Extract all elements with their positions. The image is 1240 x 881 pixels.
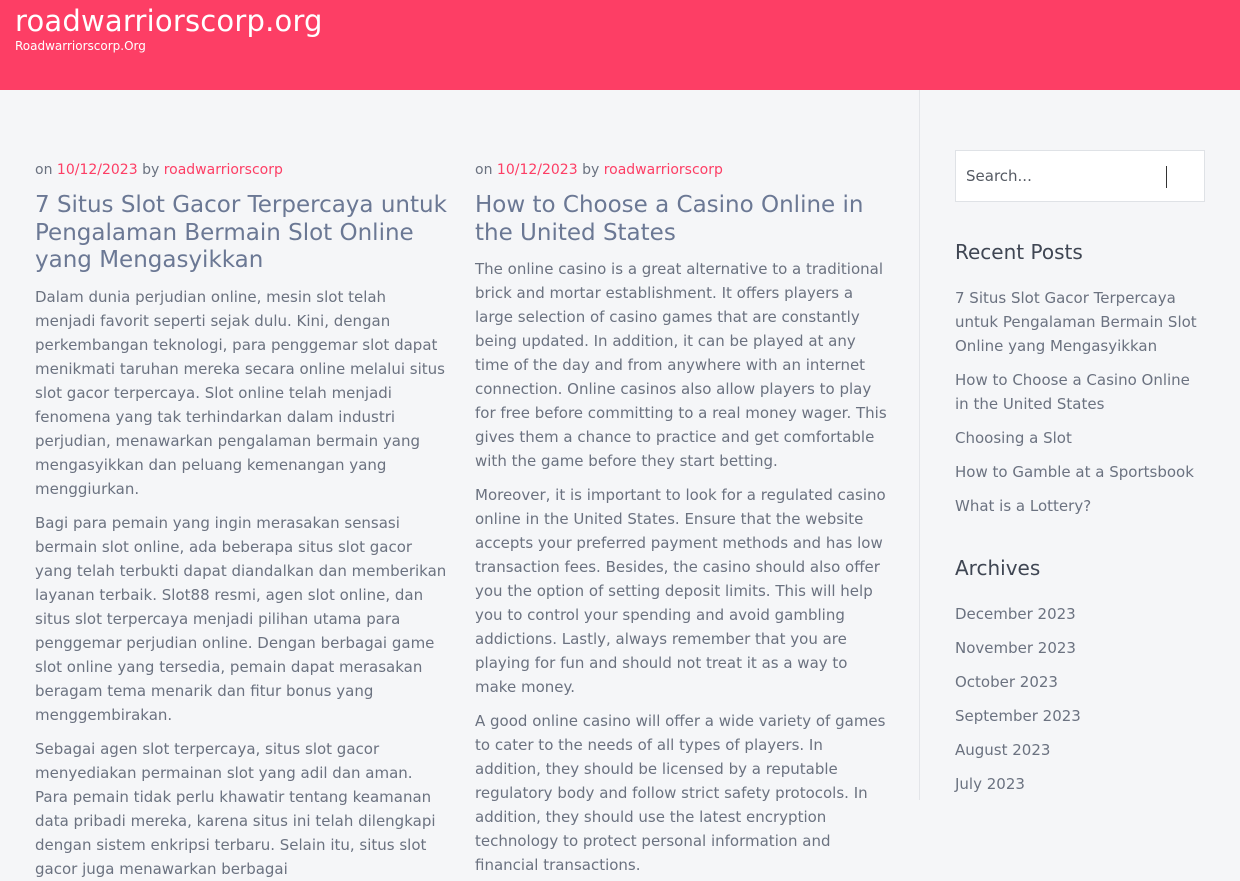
list-item — [955, 494, 1205, 518]
search-form — [955, 150, 1205, 202]
site-header — [0, 0, 1240, 90]
archive-link[interactable]: December 2023 — [955, 605, 1076, 623]
list-item — [955, 670, 1205, 694]
archive-link[interactable]: November 2023 — [955, 639, 1076, 657]
post-meta — [35, 160, 447, 180]
recent-post-link[interactable]: How to Choose a Casino Online in the United States — [955, 371, 1190, 413]
post-paragraph: Sebagai agen slot terpercaya, situs slot gacor menyediakan permainan slot yang adil dan aman. Para pemain tidak perlu khawatir tentang keamanan data pribadi mereka, karena situs ini telah dilengkapi dengan sistem enkripsi terbaru. Selain itu, situs slot gacor juga menawarkan berbagai — [35, 739, 436, 878]
recent-posts-heading: Recent Posts — [955, 240, 1083, 264]
list-item — [955, 426, 1205, 450]
post-meta-by-label: by — [142, 162, 160, 178]
post-author-link[interactable]: roadwarriorscorp — [603, 162, 723, 178]
post-author-link[interactable]: roadwarriorscorp — [163, 162, 283, 178]
list-item — [955, 460, 1205, 484]
site-tagline: Roadwarriorscorp.Org — [15, 39, 146, 53]
post-title[interactable]: How to Choose a Casino Online in the United States — [475, 192, 864, 246]
post-body — [35, 285, 447, 881]
content-sidebar-divider — [919, 90, 920, 800]
search-input[interactable] — [956, 151, 1166, 201]
recent-posts-list — [955, 286, 1205, 528]
list-item — [955, 636, 1205, 660]
archive-link[interactable]: July 2023 — [955, 775, 1025, 793]
post-date-link[interactable]: 10/12/2023 — [496, 162, 578, 178]
post-article — [35, 160, 447, 881]
post-paragraph: Dalam dunia perjudian online, mesin slot telah menjadi favorit seperti sejak dulu. Kini, dengan perkembangan teknologi, para penggemar slot dapat menikmati taruhan mereka secara online melalui situs slot gacor terpercaya. Slot online telah menjadi fenomena yang tak terhindarkan dalam industri perjudian, menawarkan pengalaman bermain yang mengasyikkan dan peluang kemenangan yang menggiurkan. — [35, 287, 445, 498]
list-item — [955, 704, 1205, 728]
recent-post-link[interactable]: What is a Lottery? — [955, 497, 1092, 515]
list-item — [955, 738, 1205, 762]
list-item — [955, 602, 1205, 626]
post-paragraph: The online casino is a great alternative to a traditional brick and mortar establishment. It offers players a large selection of casino games that are constantly being updated. In addition, it can be played at any time of the day and from anywhere with an internet connection. Online casinos also allow players to play for free before committing to a real money wager. This gives them a chance to practice and get comfortable with the game before they start betting. — [475, 260, 887, 470]
post-paragraph: Bagi para pemain yang ingin merasakan sensasi bermain slot online, ada beberapa situs slot gacor yang telah terbukti dapat diandalkan dan memberikan layanan terbaik. Slot88 resmi, agen slot online, dan situs slot terpercaya menjadi pilihan utama para penggemar perjudian online. Dengan berbagai game slot online yang tersedia, pemain dapat merasakan beragam tema menarik dan fitur bonus yang menggembirakan. — [35, 513, 447, 724]
post-meta — [475, 160, 887, 180]
list-item — [955, 772, 1205, 796]
archives-list — [955, 602, 1205, 806]
post-paragraph: A good online casino will offer a wide variety of games to cater to the needs of all types of players. In addition, they should be licensed by a reputable regulatory body and follow strict safety protocols. In addition, they should use the latest encryption technology to protect personal information and financial transactions. — [475, 712, 886, 874]
post-meta-on-label: on — [475, 162, 493, 178]
post-body — [475, 257, 887, 877]
post-date-link[interactable]: 10/12/2023 — [56, 162, 138, 178]
archive-link[interactable]: September 2023 — [955, 707, 1081, 725]
post-title[interactable]: 7 Situs Slot Gacor Terpercaya untuk Pengalaman Bermain Slot Online yang Mengasyikkan — [35, 192, 447, 273]
post-paragraph: Moreover, it is important to look for a regulated casino online in the United States. Ensure that the website accepts your preferred payment methods and has low transaction fees. Besides, the casino should also offer you the option of setting deposit limits. This will help you to control your spending and avoid gambling addictions. Lastly, always remember that you are playing for fun and should not treat it as a way to make money. — [475, 486, 886, 696]
recent-post-link[interactable]: How to Gamble at a Sportsbook — [955, 463, 1194, 481]
site-title-link[interactable]: roadwarriorscorp.org — [15, 4, 323, 38]
post-meta-by-label: by — [582, 162, 600, 178]
text-cursor — [1166, 166, 1167, 188]
search-icon[interactable] — [1168, 151, 1204, 201]
archive-link[interactable]: August 2023 — [955, 741, 1051, 759]
recent-post-link[interactable]: Choosing a Slot — [955, 429, 1072, 447]
post-article — [475, 160, 887, 877]
list-item — [955, 286, 1205, 358]
list-item — [955, 368, 1205, 416]
archives-heading: Archives — [955, 556, 1041, 580]
post-meta-on-label: on — [35, 162, 53, 178]
recent-post-link[interactable]: 7 Situs Slot Gacor Terpercaya untuk Pengalaman Bermain Slot Online yang Mengasyikkan — [955, 289, 1197, 355]
archive-link[interactable]: October 2023 — [955, 673, 1058, 691]
